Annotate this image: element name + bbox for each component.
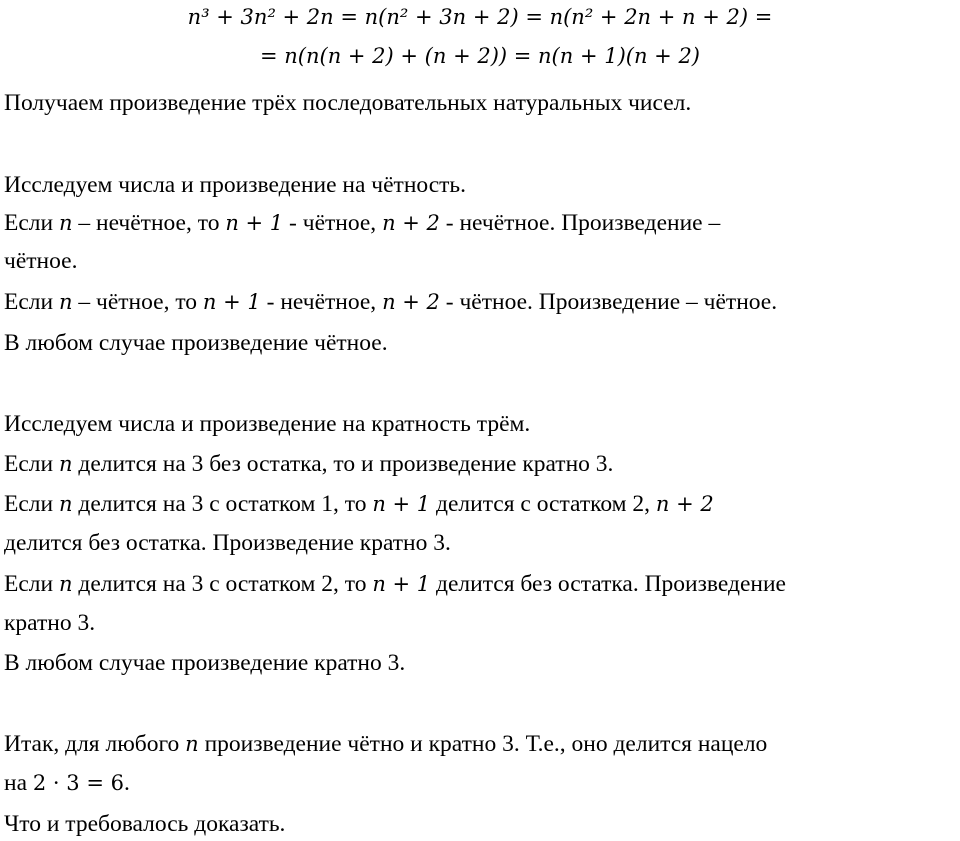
- divisibility-case-1-cont: делится без остатка. Произведение кратно 3.: [4, 530, 451, 556]
- parity-heading: Исследуем числа и произведение на чётность.: [4, 172, 467, 198]
- text: Если: [4, 491, 59, 517]
- intro-paragraph: Получаем произведение трёх последовательных натуральных чисел.: [4, 90, 692, 116]
- text: Если: [4, 210, 59, 236]
- equation-text: n³ + 3n² + 2n = n(n² + 3n + 2) = n(n² + 2n + n + 2) =: [187, 5, 773, 29]
- divisibility-case-2-cont: кратно 3.: [4, 610, 96, 636]
- math-n: n: [58, 452, 73, 476]
- parity-conclusion: В любом случае произведение чётное.: [4, 330, 388, 356]
- text: делится без остатка. Произведение: [430, 571, 786, 597]
- math-expression: n + 1: [372, 572, 431, 596]
- text: – чётное, то: [72, 289, 203, 315]
- math-n: n: [58, 572, 73, 596]
- divisibility-case-0: [4, 449, 960, 479]
- text: - нечётное,: [260, 289, 383, 315]
- text: Если: [4, 451, 59, 477]
- parity-odd-case: [4, 208, 960, 238]
- text: делится на 3 без остатка, то и произведение кратно 3.: [72, 451, 614, 477]
- text: делится на 3 с остатком 2, то: [72, 571, 373, 597]
- math-expression: n + 1: [225, 211, 284, 235]
- divisibility-conclusion: В любом случае произведение кратно 3.: [4, 650, 406, 676]
- final-statement-cont: [4, 768, 960, 798]
- text: Если: [4, 571, 59, 597]
- math-expression: n + 2: [655, 492, 714, 516]
- text: произведение чётно и кратно 3. Т.е., оно делится нацело: [198, 731, 768, 757]
- divisibility-case-2: [4, 569, 960, 599]
- parity-odd-case-cont: чётное.: [4, 248, 78, 274]
- parity-even-case: [4, 287, 960, 317]
- math-expression: n + 1: [372, 492, 431, 516]
- divisibility-heading: Исследуем числа и произведение на кратность трём.: [4, 411, 531, 437]
- divisibility-case-1: [4, 489, 960, 519]
- text: Итак, для любого: [4, 731, 186, 757]
- math-expression: n + 2: [382, 211, 440, 235]
- math-n: n: [185, 732, 199, 756]
- math-expression: n + 2: [382, 290, 440, 314]
- text: - нечётное. Произведение –: [439, 210, 721, 236]
- math-n: n: [58, 211, 73, 235]
- equation-line-2: [0, 41, 960, 71]
- math-n: n: [58, 492, 73, 516]
- text: Если: [4, 289, 59, 315]
- qed-line: Что и требовалось доказать.: [4, 811, 286, 837]
- text: делится на 3 с остатком 1, то: [72, 491, 373, 517]
- text: – нечётное, то: [72, 210, 226, 236]
- equation-text: = n(n(n + 2) + (n + 2)) = n(n + 1)(n + 2): [260, 44, 700, 68]
- text: - чётное,: [283, 210, 383, 236]
- equation-line-1: [0, 2, 960, 32]
- text: - чётное. Произведение – чётное.: [439, 289, 778, 315]
- text: .: [123, 770, 130, 796]
- text: на: [4, 770, 33, 796]
- math-expression: n + 1: [202, 290, 261, 314]
- math-n: n: [58, 290, 73, 314]
- text: делится с остатком 2,: [430, 491, 656, 517]
- math-expression: 2 · 3 = 6: [32, 771, 124, 795]
- final-statement: [4, 729, 960, 759]
